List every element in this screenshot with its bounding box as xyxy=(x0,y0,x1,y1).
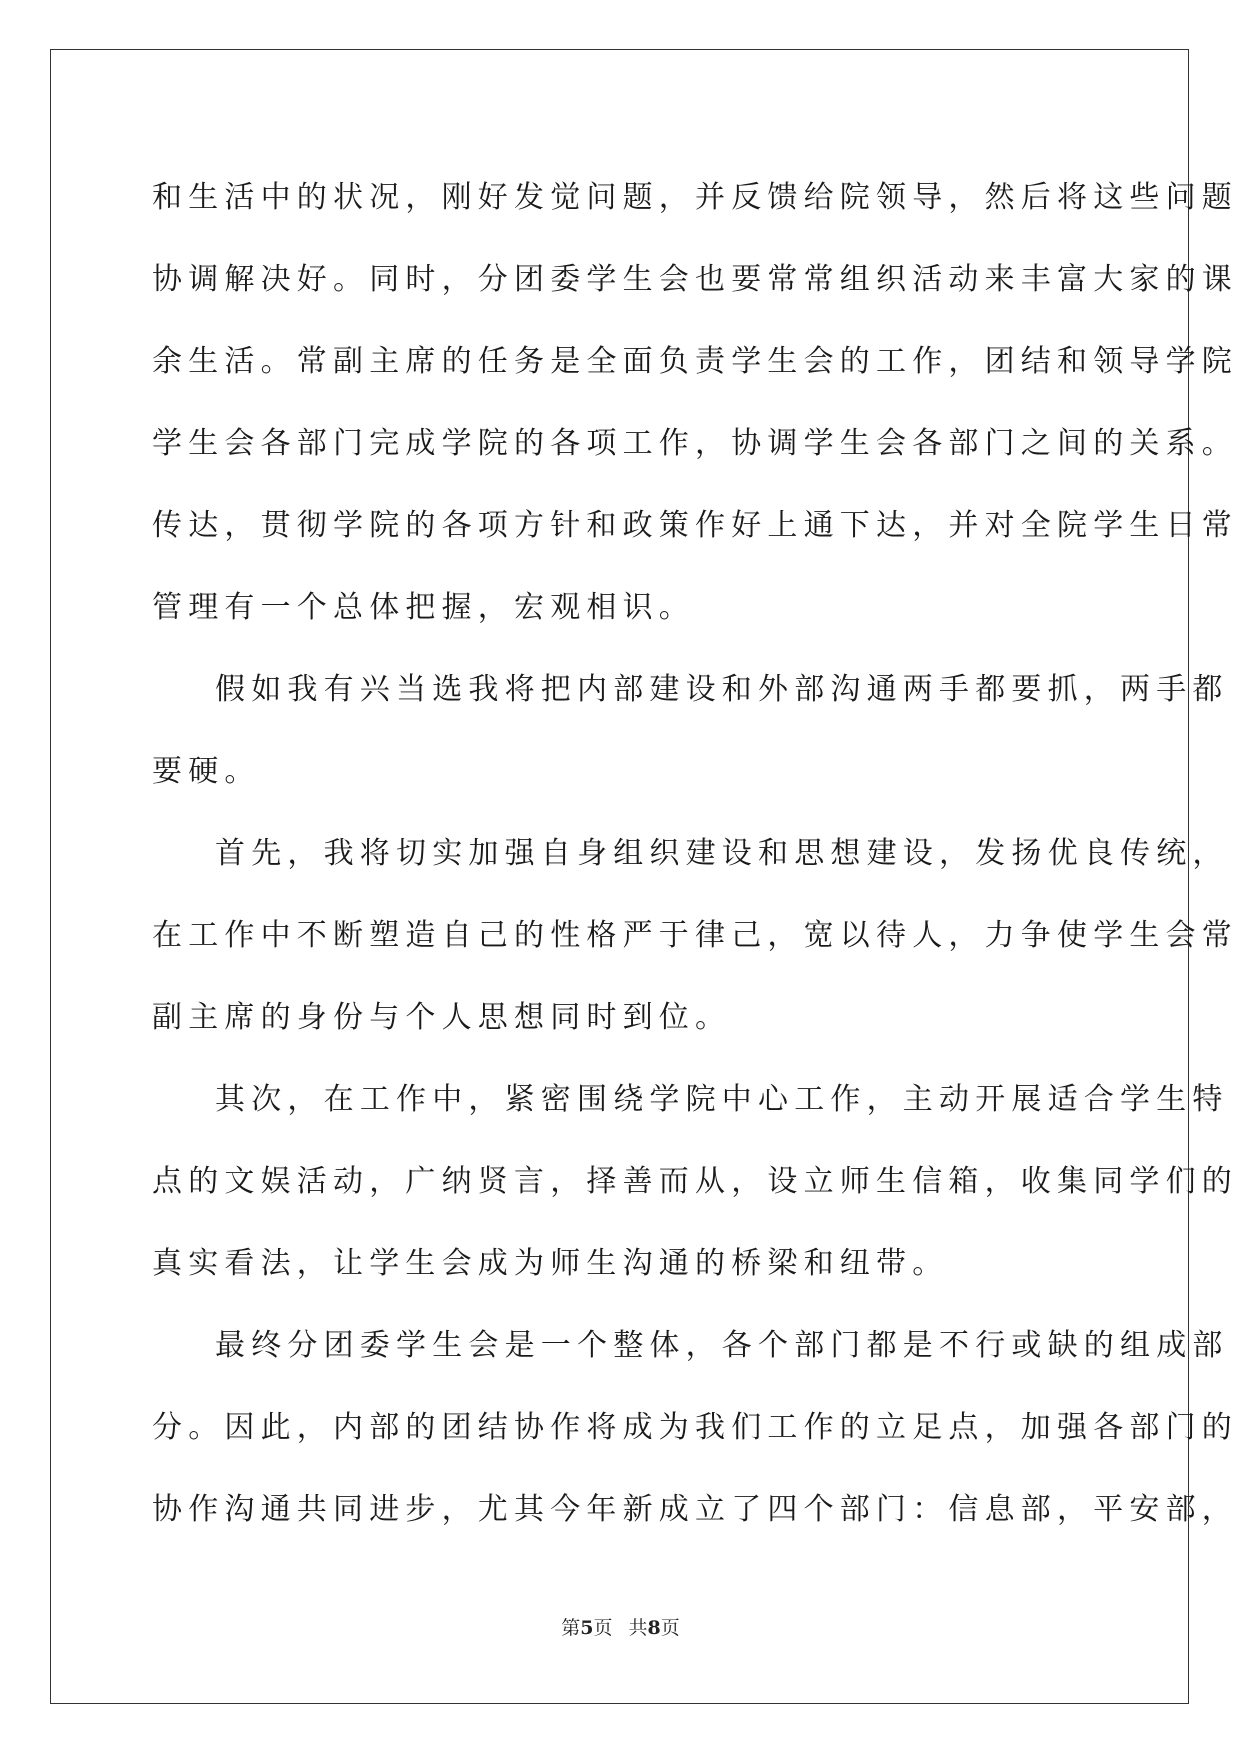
text-line: 要硬。 xyxy=(152,754,261,789)
page-label-prefix: 第 xyxy=(561,1617,581,1639)
document-body xyxy=(152,157,1238,1551)
page-label-suffix: 页 xyxy=(593,1617,613,1639)
text-line: 真实看法，让学生会成为师生沟通的桥梁和纽带。 xyxy=(152,1246,949,1281)
text-line: 首先，我将切实加强自身组织建设和思想建设，发扬优良传统， xyxy=(215,836,1229,871)
total-page-number: 8 xyxy=(647,1617,661,1639)
text-line: 协调解决好。同时，分团委学生会也要常常组织活动来丰富大家的课 xyxy=(152,262,1238,297)
text-line: 假如我有兴当选我将把内部建设和外部沟通两手都要抓，两手都 xyxy=(215,672,1229,707)
text-line: 协作沟通共同进步，尤其今年新成立了四个部门：信息部，平安部， xyxy=(152,1492,1238,1527)
text-line: 管理有一个总体把握，宏观相识。 xyxy=(152,590,695,625)
text-line: 在工作中不断塑造自己的性格严于律己，宽以待人，力争使学生会常 xyxy=(152,918,1238,953)
text-line: 其次，在工作中，紧密围绕学院中心工作，主动开展适合学生特 xyxy=(215,1082,1229,1117)
text-line: 学生会各部门完成学院的各项工作，协调学生会各部门之间的关系。 xyxy=(152,426,1238,461)
page-footer xyxy=(0,1613,1241,1640)
text-line: 最终分团委学生会是一个整体，各个部门都是不行或缺的组成部 xyxy=(215,1328,1229,1363)
text-line: 分。因此，内部的团结协作将成为我们工作的立足点，加强各部门的 xyxy=(152,1410,1238,1445)
text-line: 和生活中的状况，刚好发觉问题，并反馈给院领导，然后将这些问题 xyxy=(152,180,1238,215)
text-line: 副主席的身份与个人思想同时到位。 xyxy=(152,1000,732,1035)
total-label-suffix: 页 xyxy=(660,1617,680,1639)
text-line: 余生活。常副主席的任务是全面负责学生会的工作，团结和领导学院 xyxy=(152,344,1238,379)
text-line: 点的文娱活动，广纳贤言，择善而从，设立师生信箱，收集同学们的 xyxy=(152,1164,1238,1199)
total-label-prefix: 共 xyxy=(628,1617,648,1639)
text-line: 传达，贯彻学院的各项方针和政策作好上通下达，并对全院学生日常 xyxy=(152,508,1238,543)
current-page-number: 5 xyxy=(580,1617,594,1639)
